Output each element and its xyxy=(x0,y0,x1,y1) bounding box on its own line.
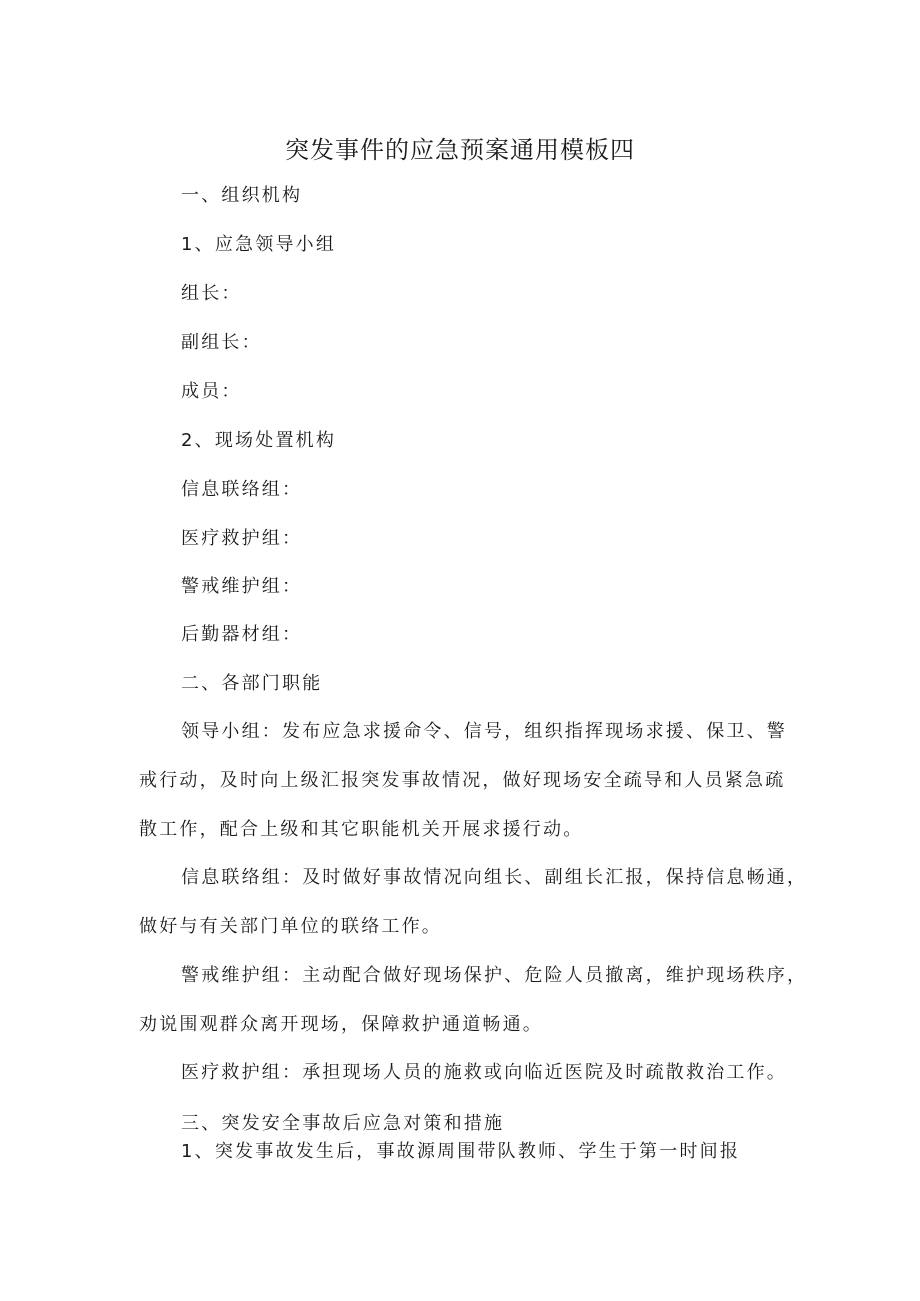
document-title: 突发事件的应急预案通用模板四 xyxy=(285,136,635,164)
paragraph-line: 做好与有关部门单位的联络工作。 xyxy=(139,916,442,937)
paragraph-line: 信息联络组：及时做好事故情况向组长、副组长汇报，保持信息畅通， xyxy=(181,867,808,888)
paragraph-line: 警戒维护组：主动配合做好现场保护、危险人员撤离，维护现场秩序， xyxy=(181,965,808,986)
group-info-liaison: 信息联络组： xyxy=(181,479,303,500)
paragraph-line: 医疗救护组：承担现场人员的施救或向临近医院及时疏散救治工作。 xyxy=(181,1062,787,1083)
paragraph-line: 戒行动，及时向上级汇报突发事故情况，做好现场安全疏导和人员紧急疏 xyxy=(139,770,786,791)
role-leader: 组长： xyxy=(181,283,242,304)
subsection-1-heading: 1、应急领导小组 xyxy=(181,234,337,255)
paragraph-line: 劝说围观群众离开现场，保障救护通道畅通。 xyxy=(139,1014,543,1035)
section-3-item-1: 1、突发事故发生后，事故源周围带队教师、学生于第一时间报 xyxy=(181,1141,741,1162)
paragraph-line: 领导小组：发布应急求援命令、信号，组织指挥现场求援、保卫、警 xyxy=(181,721,787,742)
role-members: 成员： xyxy=(181,381,242,402)
paragraph-line: 散工作，配合上级和其它职能机关开展求援行动。 xyxy=(139,819,584,840)
section-1-heading: 一、组织机构 xyxy=(181,185,303,206)
section-3-heading: 三、突发安全事故后应急对策和措施 xyxy=(181,1113,505,1134)
group-medical-rescue: 医疗救护组： xyxy=(181,528,303,549)
group-security: 警戒维护组： xyxy=(181,576,303,597)
role-deputy-leader: 副组长： xyxy=(181,332,262,353)
group-logistics: 后勤器材组： xyxy=(181,624,303,645)
section-2-heading: 二、各部门职能 xyxy=(181,673,323,694)
subsection-2-heading: 2、现场处置机构 xyxy=(181,430,337,451)
